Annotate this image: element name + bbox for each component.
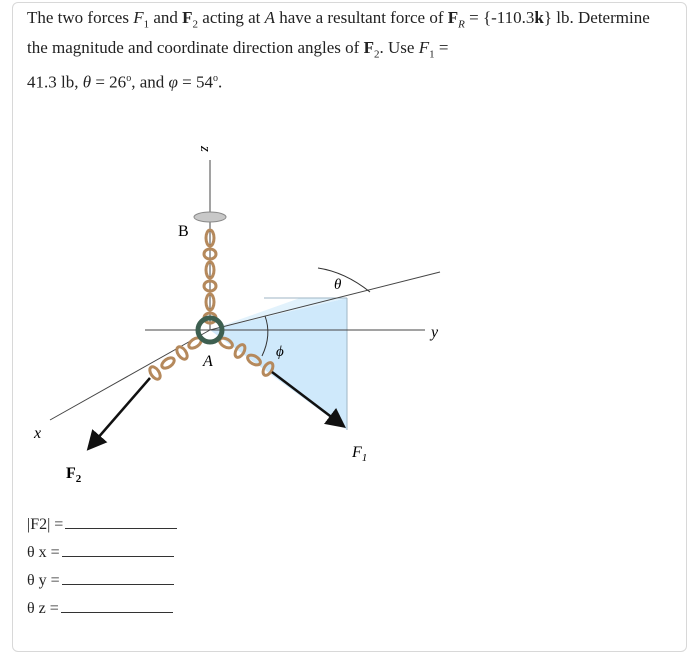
answer-label: θ z = <box>27 600 59 617</box>
y-axis-label: y <box>431 324 439 341</box>
answer-row-theta-z[interactable] <box>27 594 227 618</box>
answer-blank[interactable] <box>61 612 173 613</box>
figure-background <box>30 120 470 490</box>
point-a-label: A <box>203 353 213 370</box>
answer-label: θ y = <box>27 572 60 589</box>
x-axis-label: x <box>34 425 42 442</box>
answer-blank[interactable] <box>65 528 177 529</box>
z-axis-label: z <box>197 146 213 152</box>
answer-row-f2-magnitude[interactable] <box>27 510 227 534</box>
f2-label: $F_2$ <box>66 465 82 485</box>
answer-row-theta-y[interactable] <box>27 566 227 590</box>
support-plate <box>194 212 226 222</box>
answer-row-theta-x[interactable] <box>27 538 227 562</box>
problem-statement: The two forces $F_1$ and $F_2$ acting at A have a resultant force of $F_R = \{-110.3k\}$ lb. Determine the magnitude and coordinate direction angles of $F_2$. Use $F_1$ = 41.3 lb, $\theta = 26^o$, and $\varphi = 54^o$. <box>27 8 650 92</box>
point-b-label: B <box>178 223 189 240</box>
f1-label: $F_1$ <box>352 444 368 464</box>
answer-blank[interactable] <box>62 556 174 557</box>
answer-label: |F2| = <box>27 516 64 533</box>
phi-label: ϕ <box>276 344 284 360</box>
answer-label: θ x = <box>27 544 60 561</box>
answer-blank[interactable] <box>62 584 174 585</box>
theta-label: θ <box>334 277 342 293</box>
